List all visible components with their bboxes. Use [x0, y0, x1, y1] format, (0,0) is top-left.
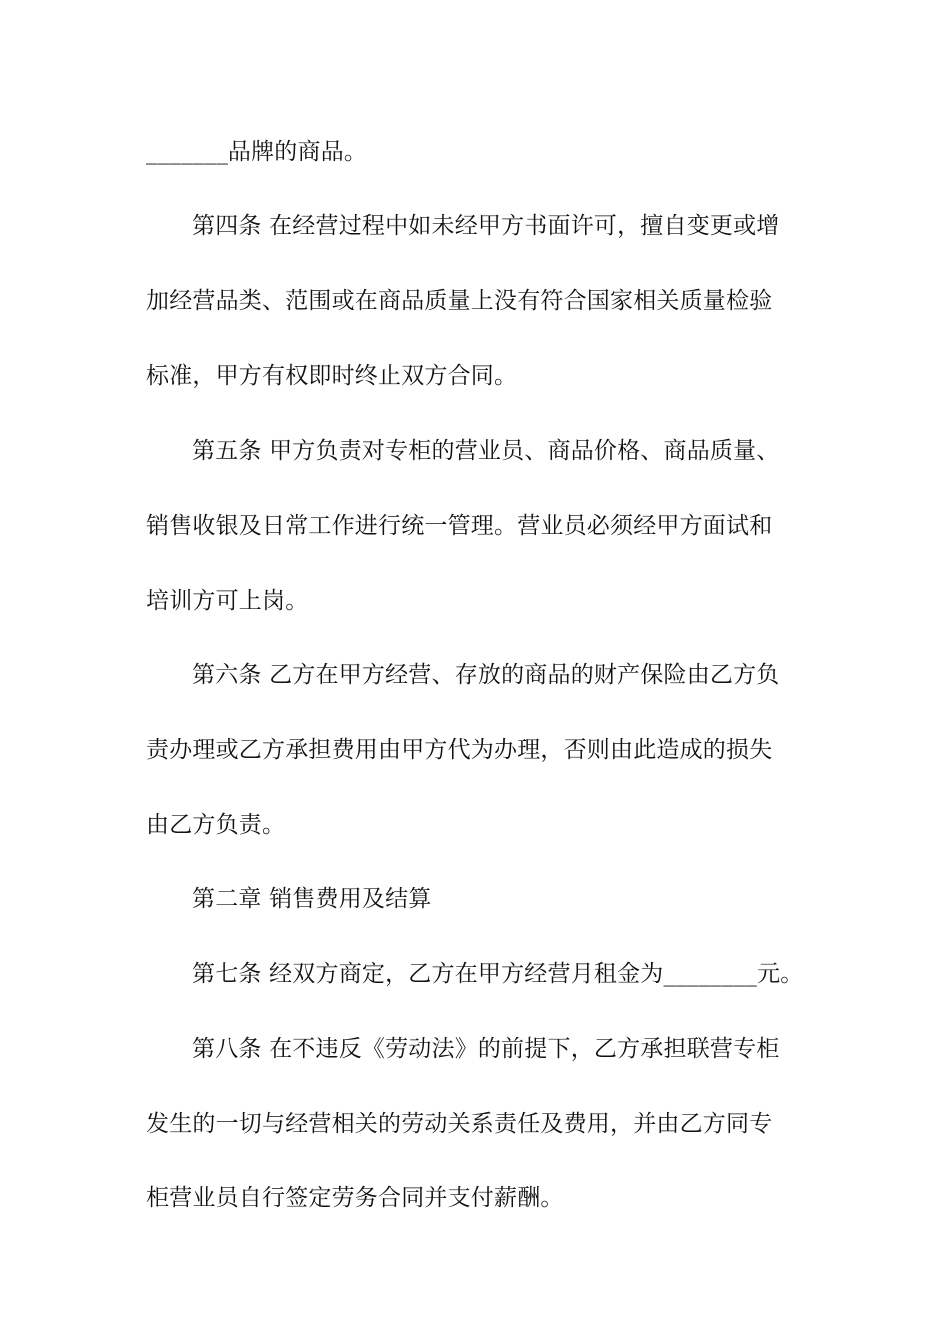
chapter-2-heading: 第二章 销售费用及结算 [192, 886, 432, 912]
article-4-line-2: 加经营品类、范围或在商品质量上没有符合国家相关质量检验 [146, 288, 773, 314]
article-5-line-3: 培训方可上岗。 [146, 588, 309, 614]
article-8-line-1: 第八条 在不违反《劳动法》的前提下，乙方承担联营专柜 [192, 1036, 780, 1062]
article-8-line-2: 发生的一切与经营相关的劳动关系责任及费用，并由乙方同专 [146, 1111, 773, 1137]
article-6-line-3: 由乙方负责。 [146, 812, 286, 838]
article-6-line-2: 责办理或乙方承担费用由甲方代为办理，否则由此造成的损失 [146, 737, 773, 763]
article-4-line-1: 第四条 在经营过程中如未经甲方书面许可，擅自变更或增 [192, 213, 780, 239]
article-8-line-3: 柜营业员自行签定劳务合同并支付薪酬。 [146, 1185, 564, 1211]
article-4-line-3: 标准，甲方有权即时终止双方合同。 [146, 363, 518, 389]
text-line-1: _______品牌的商品。 [146, 139, 368, 165]
article-5-line-1: 第五条 甲方负责对专柜的营业员、商品价格、商品质量、 [192, 438, 780, 464]
article-7-line-1: 第七条 经双方商定，乙方在甲方经营月租金为________元。 [192, 961, 804, 987]
article-6-line-1: 第六条 乙方在甲方经营、存放的商品的财产保险由乙方负 [192, 662, 780, 688]
article-5-line-2: 销售收银及日常工作进行统一管理。营业员必须经甲方面试和 [146, 513, 773, 539]
